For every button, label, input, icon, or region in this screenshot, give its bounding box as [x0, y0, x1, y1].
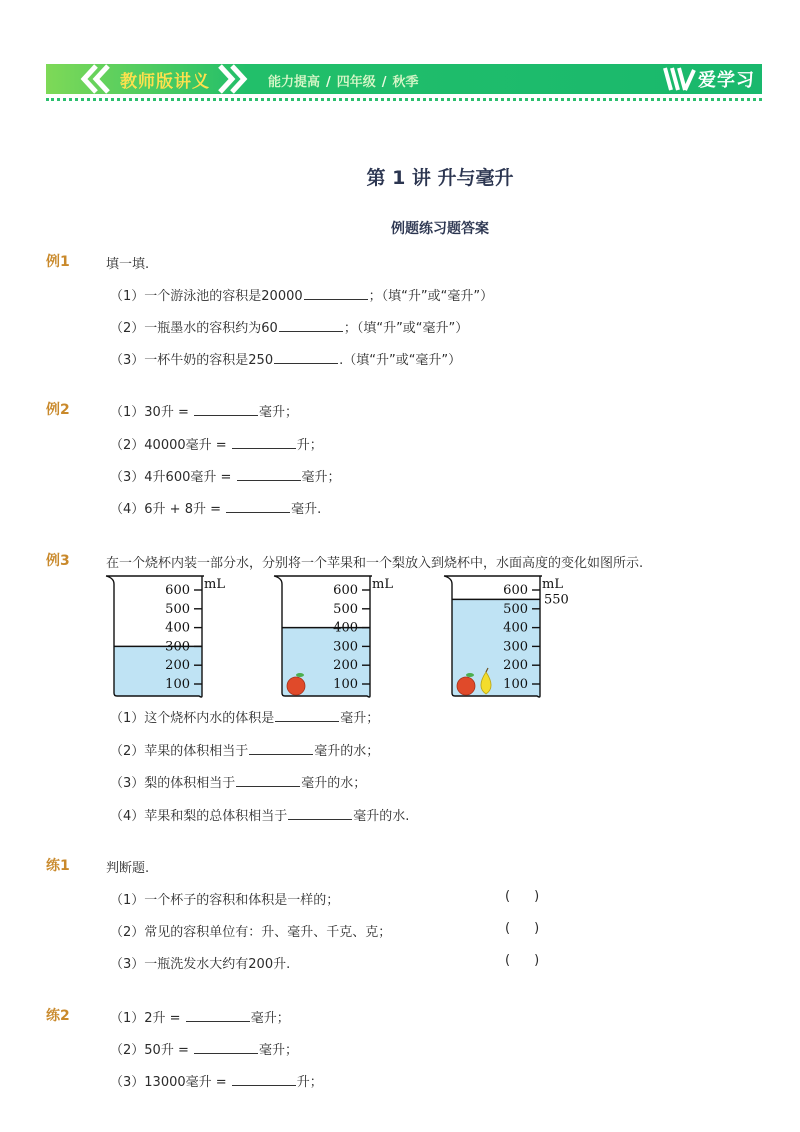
answer-blank[interactable] — [226, 498, 290, 513]
item-text: 毫升的水； — [314, 744, 380, 759]
item-text: 毫升. — [291, 502, 322, 517]
item-text: 毫升； — [301, 470, 341, 485]
tick-label: 100 — [503, 677, 528, 692]
tick-label: 300 — [333, 639, 358, 655]
apple-icon — [287, 677, 305, 695]
paren-close: ) — [534, 953, 540, 968]
list-item — [110, 285, 493, 304]
item-text: （4）6升 + 8升 = — [110, 502, 226, 517]
unit-label: mL — [542, 577, 563, 592]
banner-divider — [46, 98, 762, 101]
tick-label: 200 — [165, 658, 190, 674]
item-text: （1）2升 = — [110, 1011, 185, 1026]
list-item — [110, 349, 461, 368]
list-item — [110, 317, 468, 336]
question-label-ex2: 例2 — [46, 402, 70, 418]
answer-blank[interactable] — [237, 466, 301, 481]
page-title: 第 1 讲 升与毫升 — [366, 167, 514, 189]
item-text: （1）30升 = — [110, 405, 193, 420]
double-chevron-left-icon — [74, 64, 114, 94]
apple-leaf-icon — [296, 673, 304, 677]
answer-blank[interactable] — [236, 772, 300, 787]
question-intro: 在一个烧杯内装一部分水，分别将一个苹果和一个梨放入到烧杯中，水面高度的变化如图所示. — [106, 556, 644, 571]
tick-label: 500 — [165, 601, 190, 617]
beaker-figure-2 — [272, 572, 402, 700]
item-text: ；（填“升”或“毫升”） — [368, 289, 494, 304]
item-text: 升； — [296, 438, 323, 453]
apple-icon — [457, 677, 475, 695]
question-intro: 填一填. — [106, 257, 150, 272]
crumb-separator: / — [326, 75, 331, 90]
item-text: ；（填“升”或“毫升”） — [343, 321, 469, 336]
tick-label: 600 — [333, 583, 358, 598]
brand-logo-icon — [662, 64, 696, 94]
item-text: （2）苹果的体积相当于 — [110, 744, 249, 759]
item-text: （1）这个烧杯内水的体积是 — [110, 711, 275, 726]
item-text: （3）13000毫升 = — [110, 1075, 231, 1090]
item-text: 毫升； — [258, 405, 298, 420]
beaker-figure-1 — [104, 572, 234, 700]
question-label-pr2: 练2 — [46, 1008, 70, 1024]
item-text: 升； — [296, 1075, 323, 1090]
crumb-separator: / — [381, 75, 387, 90]
answer-blank[interactable] — [194, 401, 258, 416]
item-text: （1）一个游泳池的容积是20000 — [110, 289, 303, 304]
question-label-pr1: 练1 — [46, 858, 70, 874]
judgement-answer-box[interactable] — [505, 953, 539, 968]
paren-close: ) — [534, 889, 540, 904]
paren-open: ( — [505, 921, 511, 936]
list-item: （1）一个杯子的容积和体积是一样的； — [110, 893, 340, 908]
tick-label: 200 — [333, 658, 358, 674]
list-item — [110, 1039, 298, 1058]
answer-blank[interactable] — [232, 1071, 296, 1086]
list-item — [110, 466, 341, 485]
page-subtitle: 例题练习题答案 — [391, 221, 489, 237]
answer-blank[interactable] — [194, 1039, 258, 1054]
banner-title: 教师版讲义 — [120, 72, 210, 92]
answer-blank[interactable] — [279, 317, 343, 332]
question-label-ex1: 例1 — [46, 254, 70, 270]
item-text: .（填“升”或“毫升”） — [339, 353, 462, 368]
unit-label: mL — [204, 577, 225, 592]
answer-blank[interactable] — [304, 285, 368, 300]
item-text: 毫升； — [340, 711, 380, 726]
list-item — [110, 498, 321, 517]
tick-label: 300 — [165, 639, 190, 655]
list-item — [110, 772, 366, 791]
list-item — [110, 434, 323, 453]
tick-label: 500 — [503, 601, 528, 617]
answer-blank[interactable] — [275, 707, 339, 722]
list-item — [110, 707, 379, 726]
item-text: （3）梨的体积相当于 — [110, 776, 236, 791]
unit-label: mL — [372, 577, 393, 592]
tick-label: 200 — [503, 658, 528, 674]
crumb-season: 秋季 — [392, 75, 419, 90]
judgement-answer-box[interactable] — [505, 889, 539, 904]
beaker-figure-3 — [442, 572, 572, 700]
crumb-ability: 能力提高 — [268, 75, 321, 90]
tick-label: 600 — [503, 583, 528, 598]
question-intro: 判断题. — [106, 861, 150, 876]
list-item — [110, 401, 298, 420]
list-item: （2）常见的容积单位有：升、毫升、千克、克； — [110, 925, 392, 940]
tick-label: 400 — [333, 620, 358, 636]
paren-close: ) — [534, 921, 540, 936]
crumb-grade: 四年级 — [336, 75, 376, 90]
tick-label: 100 — [165, 677, 190, 692]
tick-label: 100 — [333, 677, 358, 692]
paren-open: ( — [505, 889, 511, 904]
item-text: （2）一瓶墨水的容积约为60 — [110, 321, 278, 336]
question-label-ex3: 例3 — [46, 553, 70, 569]
list-item — [110, 740, 379, 759]
tick-label: 400 — [165, 620, 190, 636]
tick-label: 500 — [333, 601, 358, 617]
item-text: （2）50升 = — [110, 1043, 193, 1058]
item-text: （2）40000毫升 = — [110, 438, 231, 453]
list-item — [110, 1071, 323, 1090]
item-text: 毫升的水； — [301, 776, 367, 791]
double-chevron-right-icon — [214, 64, 254, 94]
answer-blank[interactable] — [232, 434, 296, 449]
list-item — [110, 805, 409, 824]
paren-open: ( — [505, 953, 511, 968]
item-text: 毫升； — [250, 1011, 290, 1026]
judgement-answer-box[interactable] — [505, 921, 539, 936]
list-item — [110, 1007, 290, 1026]
item-text: （3）一杯牛奶的容积是250 — [110, 353, 274, 368]
brand-name: 爱学习 — [698, 70, 755, 91]
item-text: （3）4升600毫升 = — [110, 470, 236, 485]
water-level-label: 550 — [544, 592, 569, 608]
answer-blank[interactable] — [288, 805, 352, 820]
answer-blank[interactable] — [186, 1007, 250, 1022]
item-text: 毫升的水. — [353, 809, 410, 824]
tick-label: 300 — [503, 639, 528, 655]
list-item: （3）一瓶洗发水大约有200升. — [110, 957, 291, 972]
apple-leaf-icon — [466, 673, 474, 677]
answer-blank[interactable] — [249, 740, 313, 755]
tick-label: 400 — [503, 620, 528, 636]
answer-blank[interactable] — [274, 349, 338, 364]
tick-label: 600 — [165, 583, 190, 598]
item-text: 毫升； — [258, 1043, 298, 1058]
item-text: （4）苹果和梨的总体积相当于 — [110, 809, 288, 824]
breadcrumb — [268, 71, 419, 90]
